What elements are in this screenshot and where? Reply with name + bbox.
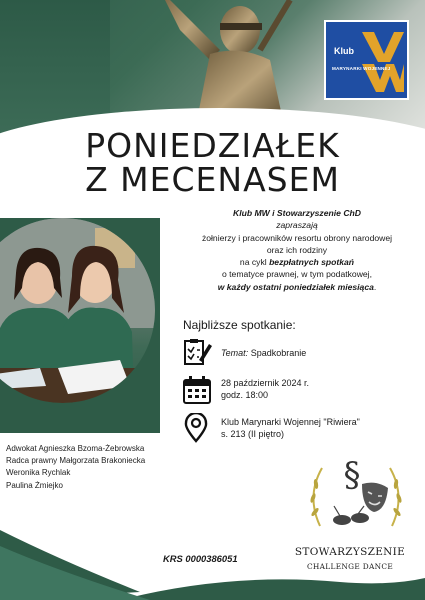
intro-audience: żołnierzy i pracowników resortu obrony narodowej <box>201 232 393 243</box>
title-line-1: PONIEDZIAŁEK <box>85 126 340 165</box>
logo-sub-text: MARYNARKI WOJENNEJ <box>332 66 391 71</box>
meeting-room: s. 213 (II piętro) <box>221 429 285 439</box>
topic-value: Spadkobranie <box>248 348 307 358</box>
intro-cycle <box>174 256 420 268</box>
next-meeting-heading: Najbliższe spotkanie: <box>183 318 296 332</box>
logo-klub-text: Klub <box>334 46 354 56</box>
svg-text:§: § <box>343 455 361 495</box>
intro-invite: zapraszają <box>276 220 318 231</box>
title-line-2: Z MECENASEM <box>85 160 340 199</box>
intro-free-meetings: bezpłatnych spotkań <box>269 257 355 268</box>
intro-cycle-prefix: na cykl <box>239 257 270 268</box>
advocates-list <box>6 443 145 492</box>
location-pin-icon <box>183 413 209 443</box>
klub-mw-logo <box>324 20 409 100</box>
advocate-2: Radca prawny Małgorzata Brakoniecka <box>6 456 146 466</box>
advocate-4: Paulina Żmiejko <box>6 480 63 490</box>
intro-schedule <box>174 281 420 293</box>
advocate-3: Weronika Rychlak <box>6 468 71 478</box>
association-name: STOWARZYSZENIE <box>294 546 406 558</box>
topic-label: Temat: <box>221 348 249 358</box>
meeting-time: godz. 18:00 <box>221 390 269 400</box>
mw-logo-mark-icon <box>360 28 406 96</box>
meeting-date: 28 październik 2024 r. <box>221 378 310 388</box>
topic-row <box>183 338 307 371</box>
topic-text <box>221 347 421 359</box>
intro-topic: o tematyce prawnej, w tym podatkowej, <box>222 269 372 280</box>
intro-organizers: Klub MW i Stowarzyszenie ChD <box>233 208 361 218</box>
date-row <box>183 376 310 409</box>
place-row <box>183 413 360 448</box>
calendar-icon <box>183 376 211 404</box>
date-text <box>221 377 421 401</box>
place-text <box>221 416 425 440</box>
invitation-text <box>174 207 420 293</box>
advocate-1: Adwokat Agnieszka Bzoma-Żebrowska <box>6 444 145 453</box>
intro-schedule-period: . <box>373 281 377 292</box>
challenge-dance-emblem-icon <box>300 446 412 546</box>
intro-families: oraz ich rodziny <box>266 244 328 255</box>
meeting-place: Klub Marynarki Wojennej "Riwiera" <box>221 417 360 427</box>
clipboard-pen-icon <box>183 338 213 366</box>
intro-schedule-bold: w każdy ostatni poniedziałek miesiąca <box>217 281 374 292</box>
association-subtitle: CHALLENGE DANCE <box>306 562 394 571</box>
krs-number: KRS 0000386051 <box>163 553 238 564</box>
